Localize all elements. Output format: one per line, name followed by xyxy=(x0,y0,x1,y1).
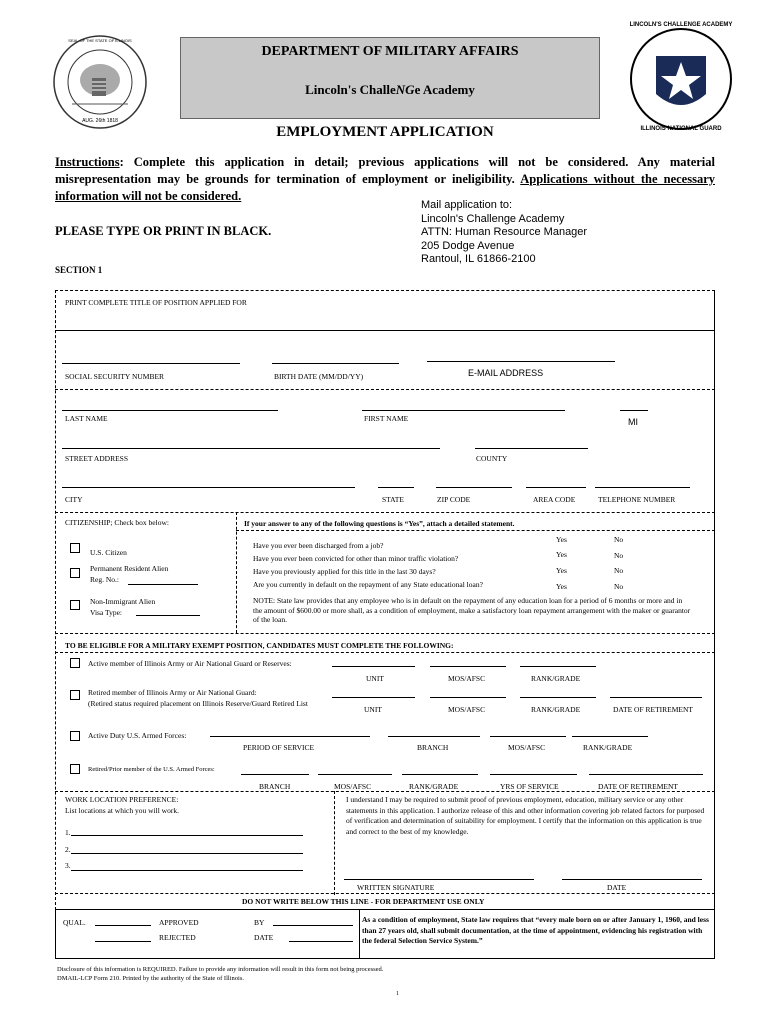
email-field[interactable] xyxy=(427,361,615,362)
work-n2: 2. xyxy=(65,845,71,854)
retired-rank-label: RANK/GRADE xyxy=(531,705,581,714)
state-seal xyxy=(52,34,148,130)
q4-yes[interactable]: Yes xyxy=(556,582,567,591)
logo-text-bottom: ILLINOIS NATIONAL GUARD xyxy=(640,126,722,132)
position-field[interactable] xyxy=(60,310,710,328)
qual-label: QUAL. xyxy=(63,918,86,927)
q3-yes[interactable]: Yes xyxy=(556,566,567,575)
dept-title: DEPARTMENT OF MILITARY AFFAIRS xyxy=(261,44,519,59)
work-n1: 1. xyxy=(65,828,71,837)
rejected-label: REJECTED xyxy=(159,933,196,942)
by-label: BY xyxy=(254,918,265,927)
prior-rank-label: RANK/GRADE xyxy=(409,782,459,791)
duty-rank-field[interactable] xyxy=(572,736,648,737)
duty-mos-label: MOS/AFSC xyxy=(508,743,546,752)
academy-em: NG xyxy=(395,82,415,97)
signature-field[interactable] xyxy=(344,879,534,880)
instructions xyxy=(55,154,715,205)
birth-field[interactable] xyxy=(272,363,399,364)
active-rank-label: RANK/GRADE xyxy=(531,674,581,683)
retired-guard-label: Retired member of Illinois Army or Air National Guard: xyxy=(88,688,257,697)
section-1: SECTION 1 xyxy=(55,265,103,275)
selective-service-text: As a condition of employment, State law requires that “every male born on or after January 1, 1960, and less than 27 years old, shall submit documentation, at the time of appointment, evidencing his registration with the federal Selection Service System.” xyxy=(362,915,709,945)
area-label: AREA CODE xyxy=(533,495,576,504)
lastname-label: LAST NAME xyxy=(65,414,108,423)
footer-disclosure: Disclosure of this information is REQUIRED. Failure to provide any information will result in this form not being processed. xyxy=(57,966,384,973)
city-label: CITY xyxy=(65,495,83,504)
academy-title xyxy=(181,82,599,98)
county-label: COUNTY xyxy=(476,454,508,463)
state-field[interactable] xyxy=(378,487,414,488)
seal-text-top: SEAL OF THE STATE OF ILLINOIS xyxy=(68,38,132,43)
active-rank-field[interactable] xyxy=(520,666,596,667)
birth-label: BIRTH DATE (MM/DD/YY) xyxy=(274,372,364,381)
questions-intro: If your answer to any of the following questions is “Yes”, attach a detailed statement. xyxy=(244,519,515,528)
seal-text-bottom: AUG. 26th 1818 xyxy=(82,118,118,124)
q1-text: Have you ever been discharged from a job? xyxy=(253,541,384,550)
retired-rank-field[interactable] xyxy=(520,697,596,698)
work-label: WORK LOCATION PREFERENCE: xyxy=(65,795,179,804)
firstname-field[interactable] xyxy=(362,410,565,411)
retired-guard-checkbox[interactable] xyxy=(70,690,80,700)
prior-member-checkbox[interactable] xyxy=(70,764,80,774)
q4-text: Are you currently in default on the repayment of any State educational loan? xyxy=(253,580,483,589)
footer-form: DMAIL-LCP Form 210. Printed by the authority of the State of Illinois. xyxy=(57,975,244,982)
prior-branch-label: BRANCH xyxy=(259,782,291,791)
area-field[interactable] xyxy=(526,487,586,488)
retired-mos-label: MOS/AFSC xyxy=(448,705,486,714)
prior-mos-field[interactable] xyxy=(318,774,392,775)
prior-branch-field[interactable] xyxy=(241,774,309,775)
instructions-underlined: Applications without the necessary information will not be considered. xyxy=(55,172,715,203)
duty-period-field[interactable] xyxy=(210,736,370,737)
work-location-3[interactable] xyxy=(71,870,303,871)
retired-guard-sub: (Retired status required placement on Illinois Reserve/Guard Retired List xyxy=(88,699,308,708)
q1-yes[interactable]: Yes xyxy=(556,535,567,544)
work-n3: 3. xyxy=(65,861,71,870)
position-label: PRINT COMPLETE TITLE OF POSITION APPLIED FOR xyxy=(65,298,247,307)
work-sub: List locations at which you will work. xyxy=(65,806,179,815)
duty-rank-label: RANK/GRADE xyxy=(583,743,633,752)
certify-text: I understand I may be required to submit proof of previous employment, education, military service or any other statements in this application. I authorize release of this and other information covering job related factors for purposed of verification and determination of suitability for employment. I certify that the information on this application is true and correct to the best of my knowledge. xyxy=(346,795,705,836)
retired-date-label: DATE OF RETIREMENT xyxy=(613,705,693,714)
work-location-2[interactable] xyxy=(71,853,303,854)
logo-text-top: LINCOLN'S CHALLENGE ACADEMY xyxy=(629,22,733,28)
retired-date-field[interactable] xyxy=(610,697,702,698)
perm-regno-label: Reg. No.: xyxy=(90,575,119,584)
mi-field[interactable] xyxy=(620,410,648,411)
citizenship-label: CITIZENSHIP; Check box below: xyxy=(65,518,169,527)
active-mos-label: MOS/AFSC xyxy=(448,674,486,683)
phone-label: TELEPHONE NUMBER xyxy=(598,495,676,504)
active-unit-label: UNIT xyxy=(366,674,384,683)
active-mos-field[interactable] xyxy=(430,666,506,667)
state-label: STATE xyxy=(382,495,404,504)
mail-l2: Lincoln's Challenge Academy xyxy=(421,212,565,225)
prior-member-label: Retired/Prior member of the U.S. Armed Forces: xyxy=(88,766,215,773)
prior-rank-field[interactable] xyxy=(402,774,478,775)
ssn-label: SOCIAL SECURITY NUMBER xyxy=(65,372,165,381)
mail-l5: Rantoul, IL 61866-2100 xyxy=(421,253,536,265)
academy-post: e Academy xyxy=(414,82,475,97)
academy-pre: Lincoln's Challe xyxy=(305,82,396,97)
mail-l1: Mail application to: xyxy=(421,199,513,211)
q2-no[interactable]: No xyxy=(614,551,624,560)
page-title: EMPLOYMENT APPLICATION xyxy=(276,124,494,140)
regno-field[interactable] xyxy=(128,584,198,585)
email-label: E-MAIL ADDRESS xyxy=(468,368,544,378)
us-citizen-label: U.S. Citizen xyxy=(90,548,127,557)
phone-field[interactable] xyxy=(595,487,690,488)
seal-icon xyxy=(52,34,148,130)
instructions-text: : Complete this application in detail; previous applications will not be considered. Any material misrepresentation may be grounds for termination of employment or ineligibility. xyxy=(55,155,715,186)
instructions-label: Instructions xyxy=(55,155,120,169)
challenge-logo xyxy=(626,24,736,134)
zip-label: ZIP CODE xyxy=(437,495,471,504)
page-number: 1 xyxy=(396,991,399,997)
non-immigrant-checkbox[interactable] xyxy=(70,600,80,610)
city-field[interactable] xyxy=(62,487,355,488)
visa-field[interactable] xyxy=(136,615,200,616)
prior-dor-field[interactable] xyxy=(589,774,703,775)
active-duty-checkbox[interactable] xyxy=(70,731,80,741)
perm-resident-checkbox[interactable] xyxy=(70,568,80,578)
ssn-field[interactable] xyxy=(62,363,240,364)
mail-l3: ATTN: Human Resource Manager xyxy=(421,226,588,238)
active-unit-field[interactable] xyxy=(332,666,415,667)
q1-no[interactable]: No xyxy=(614,535,624,544)
mail-address xyxy=(421,199,587,267)
military-heading: TO BE ELIGIBLE FOR A MILITARY EXEMPT POSITION, CANDIDATES MUST COMPLETE THE FOLLOWING: xyxy=(65,641,454,650)
q2-yes[interactable]: Yes xyxy=(556,550,567,559)
prior-mos-label: MOS/AFSC xyxy=(334,782,372,791)
mail-l4: 205 Dodge Avenue xyxy=(421,239,515,252)
signature-date-field[interactable] xyxy=(562,879,702,880)
active-guard-label: Active member of Illinois Army or Air National Guard or Reserves: xyxy=(88,659,292,668)
prior-yrs-field[interactable] xyxy=(490,774,577,775)
q3-no[interactable]: No xyxy=(614,566,624,575)
signature-label: WRITTEN SIGNATURE xyxy=(357,883,435,892)
q3-text: Have you previously applied for this title in the last 30 days? xyxy=(253,567,436,576)
retired-unit-label: UNIT xyxy=(364,705,382,714)
prior-yrs-label: YRS OF SERVICE xyxy=(500,782,559,791)
duty-mos-field[interactable] xyxy=(490,736,566,737)
star-logo-icon xyxy=(626,24,736,134)
header-box xyxy=(180,37,600,119)
street-field[interactable] xyxy=(62,448,440,449)
county-field[interactable] xyxy=(475,448,588,449)
us-citizen-checkbox[interactable] xyxy=(70,543,80,553)
retired-unit-field[interactable] xyxy=(332,697,415,698)
non-immigrant-label: Non-Immigrant Alien xyxy=(90,597,156,606)
q2-text: Have you ever been convicted for other than minor traffic violation? xyxy=(253,554,459,563)
dept-use-heading: DO NOT WRITE BELOW THIS LINE - FOR DEPARTMENT USE ONLY xyxy=(242,897,485,906)
visa-type-label: Visa Type: xyxy=(90,608,123,617)
retired-mos-field[interactable] xyxy=(430,697,506,698)
dept-date-field[interactable] xyxy=(289,941,353,942)
duty-period-label: PERIOD OF SERVICE xyxy=(243,743,315,752)
lastname-field[interactable] xyxy=(62,410,278,411)
duty-branch-field[interactable] xyxy=(388,736,480,737)
loan-note: NOTE: State law provides that any employee who is in default on the repayment of any education loan for a period of 6 months or more and in the amount of $600.00 or more shall, as a condition of employment, make a satisfactory loan repayment arrangement with the maker or guarantor of the loan. xyxy=(253,596,691,624)
mi-label: MI xyxy=(628,417,638,427)
approved-label: APPROVED xyxy=(159,918,199,927)
work-location-1[interactable] xyxy=(71,835,303,836)
qual-approved-field[interactable] xyxy=(95,925,151,926)
date-label: DATE xyxy=(254,933,274,942)
qual-rejected-field[interactable] xyxy=(95,941,151,942)
active-guard-checkbox[interactable] xyxy=(70,658,80,668)
active-duty-label: Active Duty U.S. Armed Forces: xyxy=(88,731,187,740)
firstname-label: FIRST NAME xyxy=(364,414,409,423)
by-field[interactable] xyxy=(273,925,353,926)
duty-branch-label: BRANCH xyxy=(417,743,449,752)
please-type: PLEASE TYPE OR PRINT IN BLACK. xyxy=(55,224,272,238)
signature-date-label: DATE xyxy=(607,883,627,892)
perm-resident-label: Permanent Resident Alien xyxy=(90,564,169,573)
q4-no[interactable]: No xyxy=(614,582,624,591)
prior-dor-label: DATE OF RETIREMENT xyxy=(598,782,678,791)
zip-field[interactable] xyxy=(436,487,512,488)
street-label: STREET ADDRESS xyxy=(65,454,128,463)
